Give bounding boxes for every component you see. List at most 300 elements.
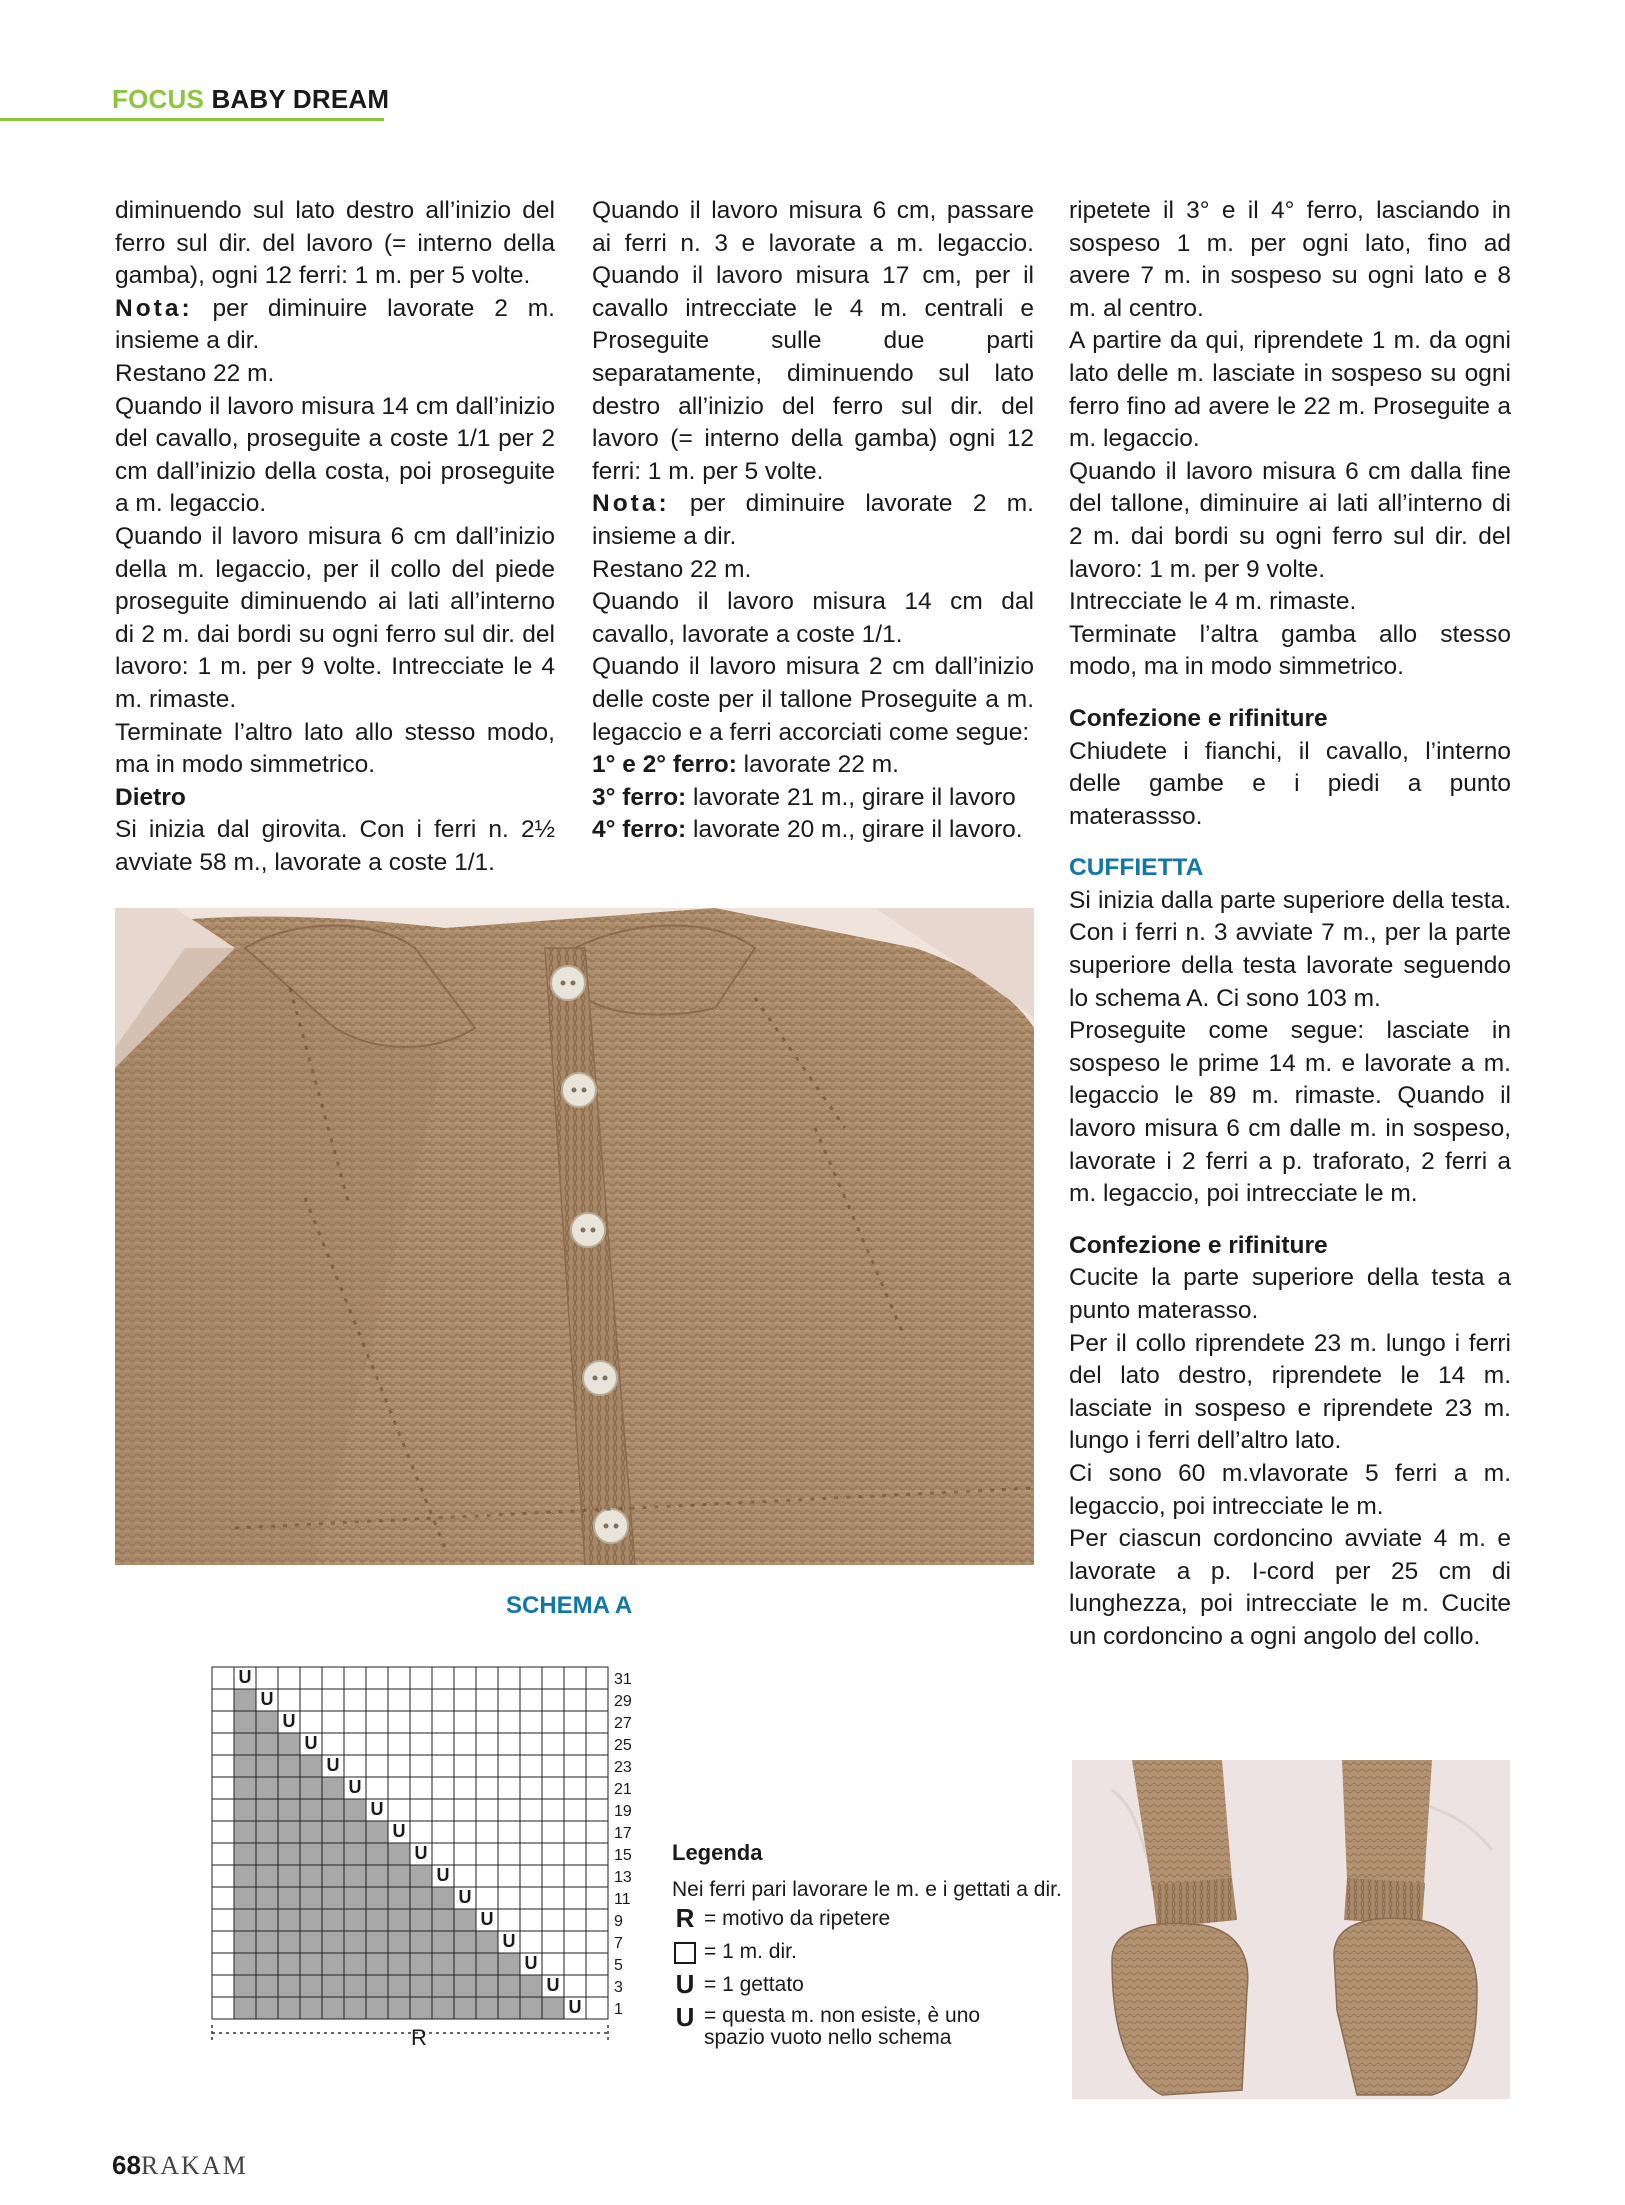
chart-cell (542, 1931, 564, 1953)
chart-cell (432, 1799, 454, 1821)
paragraph (592, 814, 1034, 847)
chart-cell (586, 1777, 608, 1799)
paragraph: Terminate l’altro lato allo stesso modo, ma in modo simmetrico. (115, 718, 555, 779)
chart-cell (410, 1799, 432, 1821)
chart-cell (278, 1997, 300, 2019)
chart-cell (498, 1953, 520, 1975)
chart-cell (542, 1909, 564, 1931)
chart-cell (234, 1711, 256, 1733)
chart-cell (256, 1711, 278, 1733)
chart-cell (542, 1953, 564, 1975)
chart-cell (476, 1975, 498, 1997)
chart-cell (542, 1711, 564, 1733)
chart-cell (256, 1865, 278, 1887)
chart-cell (366, 1887, 388, 1909)
knitting-chart (200, 1660, 670, 2060)
chart-cell (256, 1887, 278, 1909)
paragraph: Quando il lavoro misura 6 cm, passare ai ferri n. 3 e lavorate a m. legaccio. Quando il lavoro misura 17 cm, per il cavallo intrecciate le 4 m. centrali e Proseguite sulle due parti separatamente, diminuendo sul lato destro all’inizio del ferro sul dir. del lavoro (= interno della gamba) ogni 12 ferri: 1 m. per 5 volte. (592, 197, 1034, 485)
chart-cell (410, 1953, 432, 1975)
row-number: 13 (614, 1869, 632, 1886)
paragraph: Quando il lavoro misura 6 cm dall’inizio della m. legaccio, per il collo del piede proseguite diminuendo ai lati all’interno di 2 m. dai bordi su ogni ferro sul dir. del lavoro: 1 m. per 9 volte. Intrecciate le 4 m. rimaste. (115, 522, 555, 713)
chart-cell (586, 1667, 608, 1689)
chart-cell (256, 1909, 278, 1931)
chart-cell (520, 1931, 542, 1953)
chart-cell (498, 1909, 520, 1931)
chart-cell (212, 1821, 234, 1843)
cardigan-photo (115, 908, 1034, 1565)
yarn-over-mark: U (282, 1711, 296, 1731)
chart-cell (388, 1667, 410, 1689)
paragraph: A partire da qui, riprendete 1 m. da ogni lato delle m. lasciate in sospeso su ogni ferro fino ad avere le 22 m. Proseguite a m. legaccio. (1069, 327, 1511, 453)
chart-cell (388, 1931, 410, 1953)
chart-cell (498, 1821, 520, 1843)
chart-cell (542, 1997, 564, 2019)
chart-cell (542, 1843, 564, 1865)
yarn-over-symbol: U (675, 1969, 695, 1999)
chart-cell (542, 1799, 564, 1821)
chart-cell (234, 1953, 256, 1975)
chart-cell (366, 1997, 388, 2019)
legend-item-text: = questa m. non esiste, è uno spazio vuoto nello schema (704, 2004, 981, 2049)
yarn-over-mark: U (502, 1931, 516, 1951)
chart-cell (432, 1931, 454, 1953)
chart-cell (542, 1689, 564, 1711)
chart-cell (344, 1843, 366, 1865)
chart-cell (476, 1799, 498, 1821)
chart-cell (498, 1689, 520, 1711)
chart-cell (586, 1821, 608, 1843)
chart-cell (410, 1975, 432, 1997)
row-number: 17 (614, 1825, 632, 1842)
row-number: 25 (614, 1737, 632, 1754)
chart-cell (564, 1689, 586, 1711)
chart-cell (476, 1997, 498, 2019)
chart-cell (212, 1689, 234, 1711)
chart-cell (454, 1777, 476, 1799)
chart-cell (322, 1931, 344, 1953)
chart-cell (344, 1667, 366, 1689)
chart-cell (476, 1821, 498, 1843)
chart-cell (542, 1821, 564, 1843)
chart-cell (278, 1799, 300, 1821)
chart-cell (278, 1953, 300, 1975)
chart-cell (322, 1975, 344, 1997)
chart-cell (586, 1843, 608, 1865)
chart-cell (476, 1887, 498, 1909)
chart-cell (520, 1821, 542, 1843)
chart-cell (586, 1931, 608, 1953)
chart-cell (212, 1909, 234, 1931)
chart-cell (300, 1887, 322, 1909)
chart-cell (278, 1887, 300, 1909)
chart-cell (520, 1799, 542, 1821)
chart-cell (432, 1777, 454, 1799)
yarn-over-mark: U (370, 1799, 384, 1819)
chart-cell (234, 1689, 256, 1711)
legend-intro: Nei ferri pari lavorare le m. e i gettati a dir. (672, 1878, 1062, 1901)
chart-cell (454, 1931, 476, 1953)
paragraph-text: lavorate 20 m., girare il lavoro. (686, 816, 1023, 844)
repeat-symbol: R (675, 1903, 695, 1933)
chart-cell (322, 1689, 344, 1711)
chart-cell (366, 1711, 388, 1733)
chart-cell (256, 1953, 278, 1975)
chart-cell (234, 1997, 256, 2019)
chart-cell (564, 1931, 586, 1953)
chart-cell (520, 1777, 542, 1799)
chart-cell (388, 1975, 410, 1997)
chart-cell (366, 1843, 388, 1865)
legend-item (672, 1968, 1062, 2001)
row-number: 15 (614, 1847, 632, 1864)
chart-cell (564, 1909, 586, 1931)
chart-cell (388, 1865, 410, 1887)
chart-cell (586, 1887, 608, 1909)
row-number: 5 (614, 1957, 623, 1974)
chart-cell (322, 1843, 344, 1865)
chart-cell (300, 1667, 322, 1689)
chart-cell (366, 1975, 388, 1997)
paragraph: Si inizia dalla parte superiore della testa. Con i ferri n. 3 avviate 7 m., per la parte superiore della testa lavorate seguendo lo schema A. Ci sono 103 m. (1069, 886, 1511, 1012)
yarn-over-mark: U (238, 1667, 252, 1687)
chart-cell (344, 1821, 366, 1843)
repeat-label: R (411, 2025, 427, 2050)
chart-cell (476, 1931, 498, 1953)
yarn-over-mark: U (326, 1755, 340, 1775)
bold-label: Dietro (115, 783, 186, 811)
chart-cell (234, 1909, 256, 1931)
chart-cell (564, 1755, 586, 1777)
row-number: 11 (614, 1891, 631, 1908)
chart-cell (212, 1755, 234, 1777)
row-number: 29 (614, 1693, 632, 1710)
chart-cell (498, 1711, 520, 1733)
row-number: 7 (614, 1935, 623, 1952)
chart-cell (454, 1689, 476, 1711)
paragraph: Quando il lavoro misura 2 cm dall’inizio delle coste per il tallone Proseguite a m. legaccio e a ferri accorciati come segue: (592, 653, 1034, 746)
chart-cell (454, 1975, 476, 1997)
chart-cell (278, 1931, 300, 1953)
chart-cell (234, 1777, 256, 1799)
chart-cell (322, 1865, 344, 1887)
chart-cell (454, 1667, 476, 1689)
chart-cell (520, 1843, 542, 1865)
row-number: 9 (614, 1913, 623, 1930)
bold-label: Nota: (115, 294, 193, 322)
page-number: 68 (112, 2150, 141, 2180)
chart-cell (564, 1799, 586, 1821)
chart-cell (520, 1997, 542, 2019)
chart-cell (586, 1997, 608, 2019)
no-stitch-symbol: U (675, 2002, 695, 2032)
chart-cell (432, 1733, 454, 1755)
chart-cell (366, 1821, 388, 1843)
chart-cell (564, 1865, 586, 1887)
chart-cell (234, 1887, 256, 1909)
chart-cell (432, 1909, 454, 1931)
chart-cell (212, 1931, 234, 1953)
chart-cell (388, 1843, 410, 1865)
chart-cell (278, 1689, 300, 1711)
chart-cell (278, 1755, 300, 1777)
chart-cell (586, 1799, 608, 1821)
chart-cell (212, 1975, 234, 1997)
chart-cell (586, 1689, 608, 1711)
chart-cell (388, 1755, 410, 1777)
chart-cell (498, 1975, 520, 1997)
chart-cell (344, 1865, 366, 1887)
chart-cell (542, 1865, 564, 1887)
chart-cell (454, 1865, 476, 1887)
chart-cell (322, 1997, 344, 2019)
chart-cell (520, 1689, 542, 1711)
yarn-over-mark: U (524, 1953, 538, 1973)
yarn-over-mark: U (348, 1777, 362, 1797)
chart-cell (366, 1667, 388, 1689)
knit-stitch-symbol (672, 1935, 698, 1968)
chart-cell (586, 1733, 608, 1755)
chart-cell (476, 1865, 498, 1887)
row-number: 1 (614, 2001, 623, 2018)
paragraph: Quando il lavoro misura 6 cm dalla fine del tallone, diminuire ai lati all’interno di 2 m. dai bordi su ogni ferro sul dir. del lavoro: 1 m. per 9 volte. (1069, 457, 1511, 583)
chart-cell (520, 1755, 542, 1777)
chart-cell (476, 1953, 498, 1975)
chart-cell (256, 1997, 278, 2019)
running-header (112, 84, 389, 115)
chart-cell (300, 1975, 322, 1997)
chart-cell (388, 1777, 410, 1799)
chart-cell (300, 1689, 322, 1711)
chart-cell (476, 1755, 498, 1777)
chart-cell (300, 1931, 322, 1953)
chart-cell (256, 1777, 278, 1799)
paragraph: Ci sono 60 m.vlavorate 5 ferri a m. legaccio, poi intrecciate le m. (1069, 1459, 1511, 1520)
row-number: 21 (614, 1781, 632, 1798)
paragraph (115, 293, 555, 358)
paragraph: Cucite la parte superiore della testa a punto materasso. (1069, 1264, 1511, 1324)
chart-cell (564, 1711, 586, 1733)
paragraph-text: per diminuire lavorate 2 m. insieme a dir. (115, 294, 555, 355)
chart-cell (388, 1997, 410, 2019)
chart-cell (322, 1777, 344, 1799)
chart-cell (432, 1821, 454, 1843)
chart-cell (432, 1689, 454, 1711)
chart-cell (476, 1667, 498, 1689)
subsection-heading: Confezione e rifiniture (1069, 1231, 1328, 1259)
chart-cell (520, 1711, 542, 1733)
chart-cell (212, 1799, 234, 1821)
chart-cell (322, 1799, 344, 1821)
chart-cell (498, 1799, 520, 1821)
chart-cell (322, 1733, 344, 1755)
chart-cell (432, 1975, 454, 1997)
chart-cell (322, 1909, 344, 1931)
paragraph: Restano 22 m. (115, 359, 275, 387)
chart-cell (586, 1975, 608, 1997)
paragraph: ripetete il 3° e il 4° ferro, lasciando in sospeso 1 m. per ogni lato, fino ad avere 7 m. in sospeso su ogni lato e 8 m. al centro. (1069, 197, 1511, 322)
bold-label: 4° ferro: (592, 816, 687, 844)
yarn-over-mark: U (392, 1821, 406, 1841)
chart-cell (212, 1711, 234, 1733)
chart-cell (344, 1997, 366, 2019)
chart-cell (300, 1997, 322, 2019)
legend-item-text: = motivo da ripetere (704, 1907, 891, 1930)
chart-cell (520, 1887, 542, 1909)
chart-cell (432, 1755, 454, 1777)
chart-cell (300, 1799, 322, 1821)
chart-cell (234, 1843, 256, 1865)
chart-cell (234, 1733, 256, 1755)
chart-cell (212, 1667, 234, 1689)
yarn-over-mark: U (546, 1975, 560, 1995)
yarn-over-mark: U (260, 1689, 274, 1709)
chart-cell (432, 1667, 454, 1689)
chart-cell (212, 1887, 234, 1909)
chart-cell (278, 1821, 300, 1843)
leggings-photo (1072, 1760, 1510, 2099)
chart-cell (344, 1689, 366, 1711)
paragraph: diminuendo sul lato destro all’inizio del ferro sul dir. del lavoro (= interno della gamba), ogni 12 ferri: 1 m. per 5 volte. (115, 197, 555, 290)
chart-cell (344, 1799, 366, 1821)
section-heading: CUFFIETTA (1069, 854, 1204, 882)
chart-cell (366, 1733, 388, 1755)
yarn-over-mark: U (414, 1843, 428, 1863)
chart-cell (564, 1733, 586, 1755)
chart-cell (278, 1909, 300, 1931)
header-rule (0, 118, 384, 121)
chart-cell (300, 1777, 322, 1799)
paragraph: Terminate l’altra gamba allo stesso modo, ma in modo simmetrico. (1069, 620, 1511, 681)
chart-cell (410, 1865, 432, 1887)
paragraph: Per il collo riprendete 23 m. lungo i ferri del lato destro, riprendete le 14 m. lasciate in sospeso e riprendete 23 m. lungo i ferri dell’altro lato. (1069, 1329, 1511, 1455)
chart-cell (300, 1755, 322, 1777)
paragraph: Quando il lavoro misura 14 cm dal cavallo, lavorate a coste 1/1. (592, 588, 1034, 648)
chart-cell (300, 1909, 322, 1931)
chart-cell (520, 1865, 542, 1887)
paragraph-text: lavorate 22 m. (736, 751, 899, 779)
paragraph (592, 749, 1034, 782)
chart-cell (432, 1953, 454, 1975)
bold-label: 3° ferro: (592, 783, 687, 811)
paragraph (592, 488, 1034, 553)
chart-cell (322, 1887, 344, 1909)
text-column-2 (592, 195, 1034, 847)
chart-cell (410, 1931, 432, 1953)
chart-cell (322, 1821, 344, 1843)
chart-cell (366, 1953, 388, 1975)
chart-cell (432, 1711, 454, 1733)
chart-cell (586, 1865, 608, 1887)
chart-cell (454, 1909, 476, 1931)
yarn-over-mark: U (568, 1997, 582, 2017)
chart-cell (564, 1667, 586, 1689)
chart-cell (278, 1733, 300, 1755)
chart-cell (212, 1997, 234, 2019)
paragraph: Quando il lavoro misura 14 cm dall’inizio del cavallo, proseguite a coste 1/1 per 2 cm dall’inizio della costa, poi proseguite a m. legaccio. (115, 392, 555, 518)
chart-cell (564, 1777, 586, 1799)
chart-cell (476, 1843, 498, 1865)
chart-cell (454, 1799, 476, 1821)
paragraph (115, 782, 555, 815)
chart-cell (586, 1711, 608, 1733)
chart-cell (564, 1887, 586, 1909)
row-number: 31 (614, 1671, 632, 1688)
legend (672, 1840, 1062, 2049)
chart-cell (454, 1733, 476, 1755)
chart-cell (476, 1711, 498, 1733)
chart-cell (212, 1953, 234, 1975)
chart-cell (388, 1953, 410, 1975)
chart-cell (322, 1667, 344, 1689)
chart-cell (256, 1667, 278, 1689)
text-column-1 (115, 195, 555, 879)
chart-cell (300, 1821, 322, 1843)
chart-cell (234, 1821, 256, 1843)
chart-cell (234, 1931, 256, 1953)
paragraph: Restano 22 m. (592, 555, 752, 583)
chart-cell (344, 1755, 366, 1777)
yarn-over-mark: U (436, 1865, 450, 1885)
chart-cell (234, 1755, 256, 1777)
chart-cell (454, 1997, 476, 2019)
chart-cell (344, 1733, 366, 1755)
chart-cell (344, 1931, 366, 1953)
chart-cell (410, 1733, 432, 1755)
chart-cell (278, 1777, 300, 1799)
text-column-3 (1069, 195, 1511, 1654)
chart-cell (410, 1689, 432, 1711)
chart-cell (586, 1755, 608, 1777)
chart-cell (410, 1711, 432, 1733)
chart-cell (410, 1887, 432, 1909)
chart-cell (212, 1733, 234, 1755)
chart-cell (432, 1997, 454, 2019)
chart-cell (344, 1711, 366, 1733)
chart-cell (256, 1799, 278, 1821)
header-title: BABY DREAM (211, 84, 390, 114)
chart-cell (344, 1953, 366, 1975)
chart-cell (300, 1843, 322, 1865)
paragraph (592, 782, 1034, 815)
chart-cell (256, 1975, 278, 1997)
chart-cell (410, 1997, 432, 2019)
yarn-over-mark: U (304, 1733, 318, 1753)
chart-cell (366, 1777, 388, 1799)
chart-cell (388, 1733, 410, 1755)
chart-cell (520, 1667, 542, 1689)
row-number: 27 (614, 1715, 632, 1732)
chart-cell (454, 1821, 476, 1843)
chart-cell (476, 1689, 498, 1711)
bold-label: 1° e 2° ferro: (592, 751, 737, 779)
chart-cell (388, 1909, 410, 1931)
legend-item-text: = 1 gettato (704, 1973, 804, 1996)
paragraph: Chiudete i fianchi, il cavallo, l’interno delle gambe e i piedi a punto materassso. (1069, 737, 1511, 830)
chart-cell (498, 1667, 520, 1689)
paragraph-text: lavorate 21 m., girare il lavoro (686, 783, 1016, 811)
chart-cell (344, 1975, 366, 1997)
chart-cell (542, 1667, 564, 1689)
chart-cell (234, 1865, 256, 1887)
chart-cell (410, 1821, 432, 1843)
chart-cell (278, 1865, 300, 1887)
chart-cell (432, 1843, 454, 1865)
legend-item (672, 2001, 1062, 2049)
paragraph: Intrecciate le 4 m. rimaste. (1069, 588, 1357, 616)
chart-cell (542, 1733, 564, 1755)
yarn-over-mark: U (458, 1887, 472, 1907)
header-focus: FOCUS (112, 84, 204, 114)
